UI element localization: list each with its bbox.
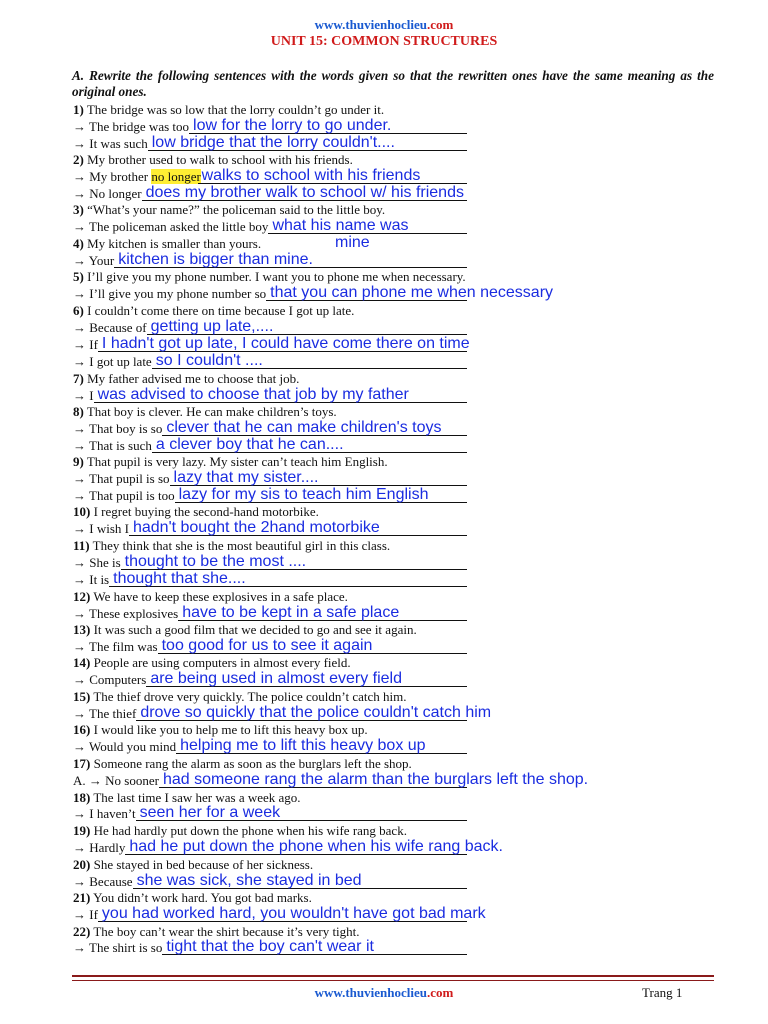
question-text: Someone rang the alarm as soon as the burglars left the shop. [90, 756, 412, 771]
question-text: My kitchen is smaller than yours. [83, 236, 262, 251]
prompt-text: → I’ll give you my phone number so [73, 286, 267, 301]
site-url-com: .com [426, 17, 454, 32]
exercise-question [73, 404, 337, 420]
handwritten-answer[interactable]: lazy that my sister.... [173, 469, 319, 486]
prompt-text: → I got up late [73, 354, 152, 369]
handwritten-answer[interactable]: are being used in almost every field [150, 670, 403, 687]
prompt-text: → If [73, 337, 98, 352]
question-text: I regret buying the second-hand motorbike. [90, 504, 319, 519]
prompt-text: → Because of [73, 320, 147, 335]
handwritten-answer[interactable]: tight that the boy can't wear it [166, 938, 374, 955]
question-number: 6) [73, 303, 84, 318]
exercise-question [73, 823, 407, 839]
handwritten-answer[interactable]: have to be kept in a safe place [182, 604, 400, 621]
rewrite-prompt [73, 119, 189, 135]
footer-url-com: .com [426, 985, 454, 1000]
question-number: 21) [73, 890, 91, 905]
rewrite-prompt [73, 253, 114, 269]
handwritten-answer[interactable]: clever that he can make children's toys [166, 419, 442, 436]
exercise-question [73, 589, 348, 605]
question-text: I couldn’t come there on time because I got up late. [83, 303, 355, 318]
footer-divider [72, 975, 714, 981]
footer-url-www: www.thuvienhoclieu [314, 985, 427, 1000]
prompt-text: → That pupil is so [73, 471, 170, 486]
prompt-text: → If [73, 907, 98, 922]
question-number: 3) [73, 202, 84, 217]
question-text: People are using computers in almost every field. [90, 655, 351, 670]
question-text: We have to keep these explosives in a safe place. [90, 589, 348, 604]
prompt-text: → It is [73, 572, 110, 587]
question-text: It was such a good film that we decided to go and see it again. [90, 622, 417, 637]
question-number: 19) [73, 823, 91, 838]
exercise-question [73, 538, 390, 554]
prompt-text: → The film was [73, 639, 158, 654]
question-number: 8) [73, 404, 84, 419]
exercise-question [73, 202, 385, 218]
prompt-text: → Your [73, 253, 115, 268]
page-title: UNIT 15: COMMON STRUCTURES [270, 34, 498, 49]
question-text: They think that she is the most beautiful girl in this class. [89, 538, 391, 553]
rewrite-prompt [73, 169, 201, 185]
exercise-question [73, 756, 412, 772]
prompt-text: → Computers [73, 672, 147, 687]
question-text: That pupil is very lazy. My sister can’t teach him English. [83, 454, 388, 469]
exercise-question [73, 689, 406, 705]
question-text: The bridge was so low that the lorry couldn’t go under it. [83, 102, 385, 117]
handwritten-answer[interactable]: too good for us to see it again [161, 637, 373, 654]
prompt-text: → Hardly [73, 840, 126, 855]
question-text: That boy is clever. He can make children’s toys. [83, 404, 337, 419]
question-number: 10) [73, 504, 91, 519]
question-text: The thief drove very quickly. The police couldn’t catch him. [90, 689, 407, 704]
rewrite-prompt [73, 940, 162, 956]
question-number: 20) [73, 857, 91, 872]
handwritten-answer[interactable]: she was sick, she stayed in bed [136, 872, 362, 889]
prompt-text: → These explosives [73, 606, 179, 621]
instructions: A. Rewrite the following sentences with the words given so that the rewritten ones have the same meaning as the original ones. [72, 68, 714, 99]
question-text: The last time I saw her was a week ago. [90, 790, 301, 805]
prompt-text: → It was such [73, 136, 148, 151]
exercise-question [73, 303, 354, 319]
prompt-text: → That boy is so [73, 421, 163, 436]
handwritten-answer[interactable]: what his name was [272, 217, 409, 234]
handwritten-answer[interactable]: a clever boy that he can.... [155, 436, 344, 453]
rewrite-prompt [73, 706, 136, 722]
prompt-text: → My brother [73, 169, 152, 184]
question-number: 11) [73, 538, 90, 553]
rewrite-prompt [73, 388, 94, 404]
question-number: 9) [73, 454, 84, 469]
question-number: 5) [73, 269, 84, 284]
rewrite-prompt [73, 471, 170, 487]
prompt-text: → Because [73, 874, 133, 889]
handwritten-answer[interactable]: so I couldn't .... [155, 352, 263, 369]
exercise-question [73, 102, 384, 118]
exercise-question [73, 722, 368, 738]
handwritten-answer[interactable]: kitchen is bigger than mine. [118, 251, 313, 268]
exercise-question [73, 890, 312, 906]
handwritten-answer[interactable]: helping me to lift this heavy box up [180, 737, 426, 754]
handwritten-answer[interactable]: drove so quickly that the police couldn't catch him [140, 704, 492, 721]
rewrite-prompt [73, 354, 152, 370]
question-text: I’ll give you my phone number. I want you to phone me when necessary. [83, 269, 466, 284]
rewrite-prompt [73, 874, 133, 890]
exercise-question [73, 622, 417, 638]
question-number: 4) [73, 236, 84, 251]
site-url-www: www.thuvienhoclieu [314, 17, 427, 32]
prompt-text: → The policeman asked the little boy [73, 219, 269, 234]
rewrite-prompt [73, 438, 152, 454]
question-number: 22) [73, 924, 91, 939]
prompt-text: → I [73, 388, 94, 403]
exercise-question [73, 504, 319, 520]
handwritten-answer[interactable]: you had worked hard, you wouldn't have got bad mark [101, 905, 486, 922]
question-text: He had hardly put down the phone when his wife rang back. [90, 823, 407, 838]
prompt-text: → Would you mind [73, 739, 177, 754]
handwritten-answer[interactable]: that you can phone me when necessary [270, 284, 554, 301]
question-number: 1) [73, 102, 84, 117]
site-url-header [0, 17, 768, 33]
question-number: 17) [73, 756, 91, 771]
exercise-question [73, 371, 299, 387]
handwritten-answer[interactable]: thought that she.... [113, 570, 246, 587]
handwritten-answer[interactable]: mine [335, 234, 370, 251]
prompt-text: → The thief [73, 706, 137, 721]
exercise-question [73, 236, 261, 252]
handwritten-answer[interactable]: had he put down the phone when his wife rang back. [129, 838, 503, 855]
handwritten-answer[interactable]: low for the lorry to go under. [193, 117, 392, 134]
question-number: 18) [73, 790, 91, 805]
rewrite-prompt [73, 773, 159, 789]
question-number: 16) [73, 722, 91, 737]
rewrite-prompt [73, 840, 125, 856]
question-number: 7) [73, 371, 84, 386]
rewrite-prompt [73, 521, 129, 537]
rewrite-prompt [73, 672, 146, 688]
rewrite-prompt [73, 739, 176, 755]
rewrite-prompt [73, 639, 158, 655]
exercise-question [73, 454, 388, 470]
handwritten-answer[interactable]: had someone rang the alarm than the burglars left the shop. [162, 771, 589, 788]
handwritten-answer[interactable]: low bridge that the lorry couldn't.... [151, 134, 395, 151]
rewrite-prompt [73, 421, 162, 437]
prompt-text: → That pupil is too [73, 488, 175, 503]
prompt-text: → I haven’t [73, 806, 136, 821]
exercise-question [73, 655, 351, 671]
question-text: “What’s your name?” the policeman said to the little boy. [83, 202, 386, 217]
rewrite-prompt [73, 572, 109, 588]
rewrite-prompt [73, 555, 121, 571]
prompt-text: → The shirt is so [73, 940, 163, 955]
handwritten-answer[interactable]: does my brother walk to school w/ his friends [145, 184, 464, 201]
rewrite-prompt [73, 286, 266, 302]
handwritten-answer[interactable]: hadn't bought the 2hand motorbike [132, 519, 380, 536]
question-number: 14) [73, 655, 91, 670]
prompt-text: → That is such [73, 438, 152, 453]
rewrite-prompt [73, 337, 98, 353]
question-number: 15) [73, 689, 91, 704]
handwritten-answer[interactable]: getting up late,.... [150, 318, 274, 335]
handwritten-answer[interactable]: was advised to choose that job by my father [97, 386, 409, 403]
question-number: 2) [73, 152, 84, 167]
question-number: 12) [73, 589, 91, 604]
handwritten-answer[interactable]: lazy for my sis to teach him English [178, 486, 429, 503]
rewrite-prompt [73, 186, 142, 202]
rewrite-prompt [73, 907, 98, 923]
rewrite-prompt [73, 320, 147, 336]
handwritten-answer[interactable]: seen her for a week [139, 804, 281, 821]
question-text: She stayed in bed because of her sickness. [90, 857, 314, 872]
exercise-question [73, 857, 313, 873]
handwritten-answer[interactable]: walks to school with his friends [201, 167, 421, 184]
question-text: My brother used to walk to school with his friends. [83, 152, 353, 167]
handwritten-answer[interactable]: thought to be the most .... [124, 553, 307, 570]
question-number: 13) [73, 622, 91, 637]
prompt-text: → I wish I [73, 521, 129, 536]
question-text: You didn’t work hard. You got bad marks. [90, 890, 312, 905]
question-text: My father advised me to choose that job. [83, 371, 300, 386]
rewrite-prompt [73, 606, 178, 622]
page-number: Trang 1 [642, 985, 683, 1000]
prompt-text: → She is [73, 555, 121, 570]
highlighted-keyword: no longer [151, 169, 201, 184]
prompt-text: A. → No sooner [73, 773, 159, 788]
prompt-text: → The bridge was too [73, 119, 190, 134]
rewrite-prompt [73, 219, 268, 235]
rewrite-prompt [73, 136, 148, 152]
exercise-question [73, 152, 353, 168]
handwritten-answer[interactable]: I hadn't got up late, I could have come there on time [101, 335, 470, 352]
question-text: I would like you to help me to lift this heavy box up. [90, 722, 368, 737]
rewrite-prompt [73, 806, 136, 822]
question-text: The boy can’t wear the shirt because it’s very tight. [90, 924, 360, 939]
exercise-question [73, 269, 466, 285]
prompt-text: → No longer [73, 186, 142, 201]
rewrite-prompt [73, 488, 175, 504]
